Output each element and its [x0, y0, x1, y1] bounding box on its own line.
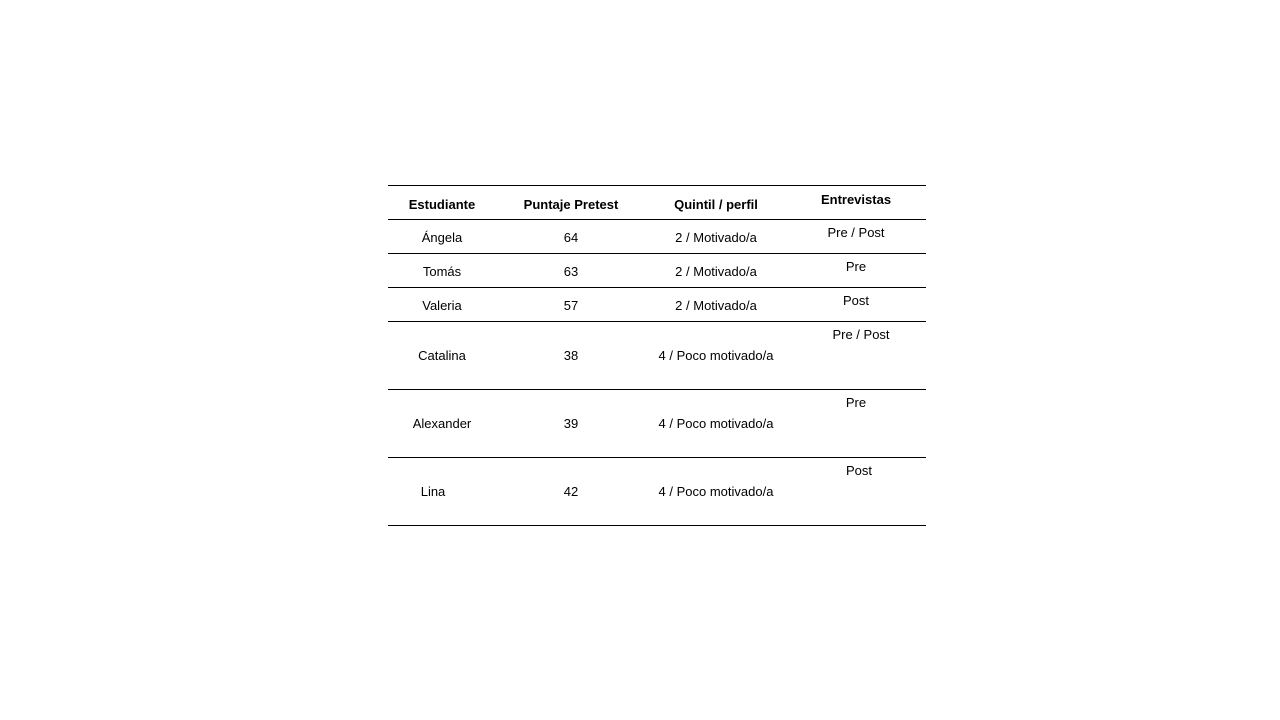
student-name: Catalina — [418, 348, 466, 363]
table-row — [388, 254, 926, 288]
header-interviews: Entrevistas — [820, 192, 892, 207]
interviews: Pre — [845, 395, 867, 410]
interviews: Pre — [845, 259, 867, 274]
table-row — [388, 288, 926, 322]
table-row — [388, 458, 926, 526]
interviews: Pre / Post — [827, 225, 885, 240]
header-student: Estudiante — [408, 197, 476, 212]
student-name: Alexander — [412, 416, 472, 431]
pretest-score: 42 — [563, 484, 579, 499]
quintile-profile: 4 / Poco motivado/a — [658, 484, 774, 499]
students-table — [388, 185, 926, 526]
quintile-profile: 2 / Motivado/a — [675, 298, 757, 313]
pretest-score: 63 — [563, 264, 579, 279]
pretest-score: 39 — [563, 416, 579, 431]
student-name: Ángela — [421, 230, 463, 245]
interviews: Post — [845, 463, 873, 478]
header-score: Puntaje Pretest — [523, 197, 619, 212]
quintile-profile: 4 / Poco motivado/a — [658, 416, 774, 431]
pretest-score: 57 — [563, 298, 579, 313]
table-row — [388, 220, 926, 254]
interviews: Pre / Post — [832, 327, 890, 342]
student-name: Tomás — [422, 264, 462, 279]
pretest-score: 38 — [563, 348, 579, 363]
table-row — [388, 322, 926, 390]
table-header-row — [388, 186, 926, 220]
quintile-profile: 4 / Poco motivado/a — [658, 348, 774, 363]
pretest-score: 64 — [563, 230, 579, 245]
quintile-profile: 2 / Motivado/a — [675, 230, 757, 245]
quintile-profile: 2 / Motivado/a — [675, 264, 757, 279]
header-quintile: Quintil / perfil — [674, 197, 758, 212]
table-row — [388, 390, 926, 458]
interviews: Post — [842, 293, 870, 308]
student-name: Lina — [420, 484, 446, 499]
student-name: Valeria — [422, 298, 462, 313]
